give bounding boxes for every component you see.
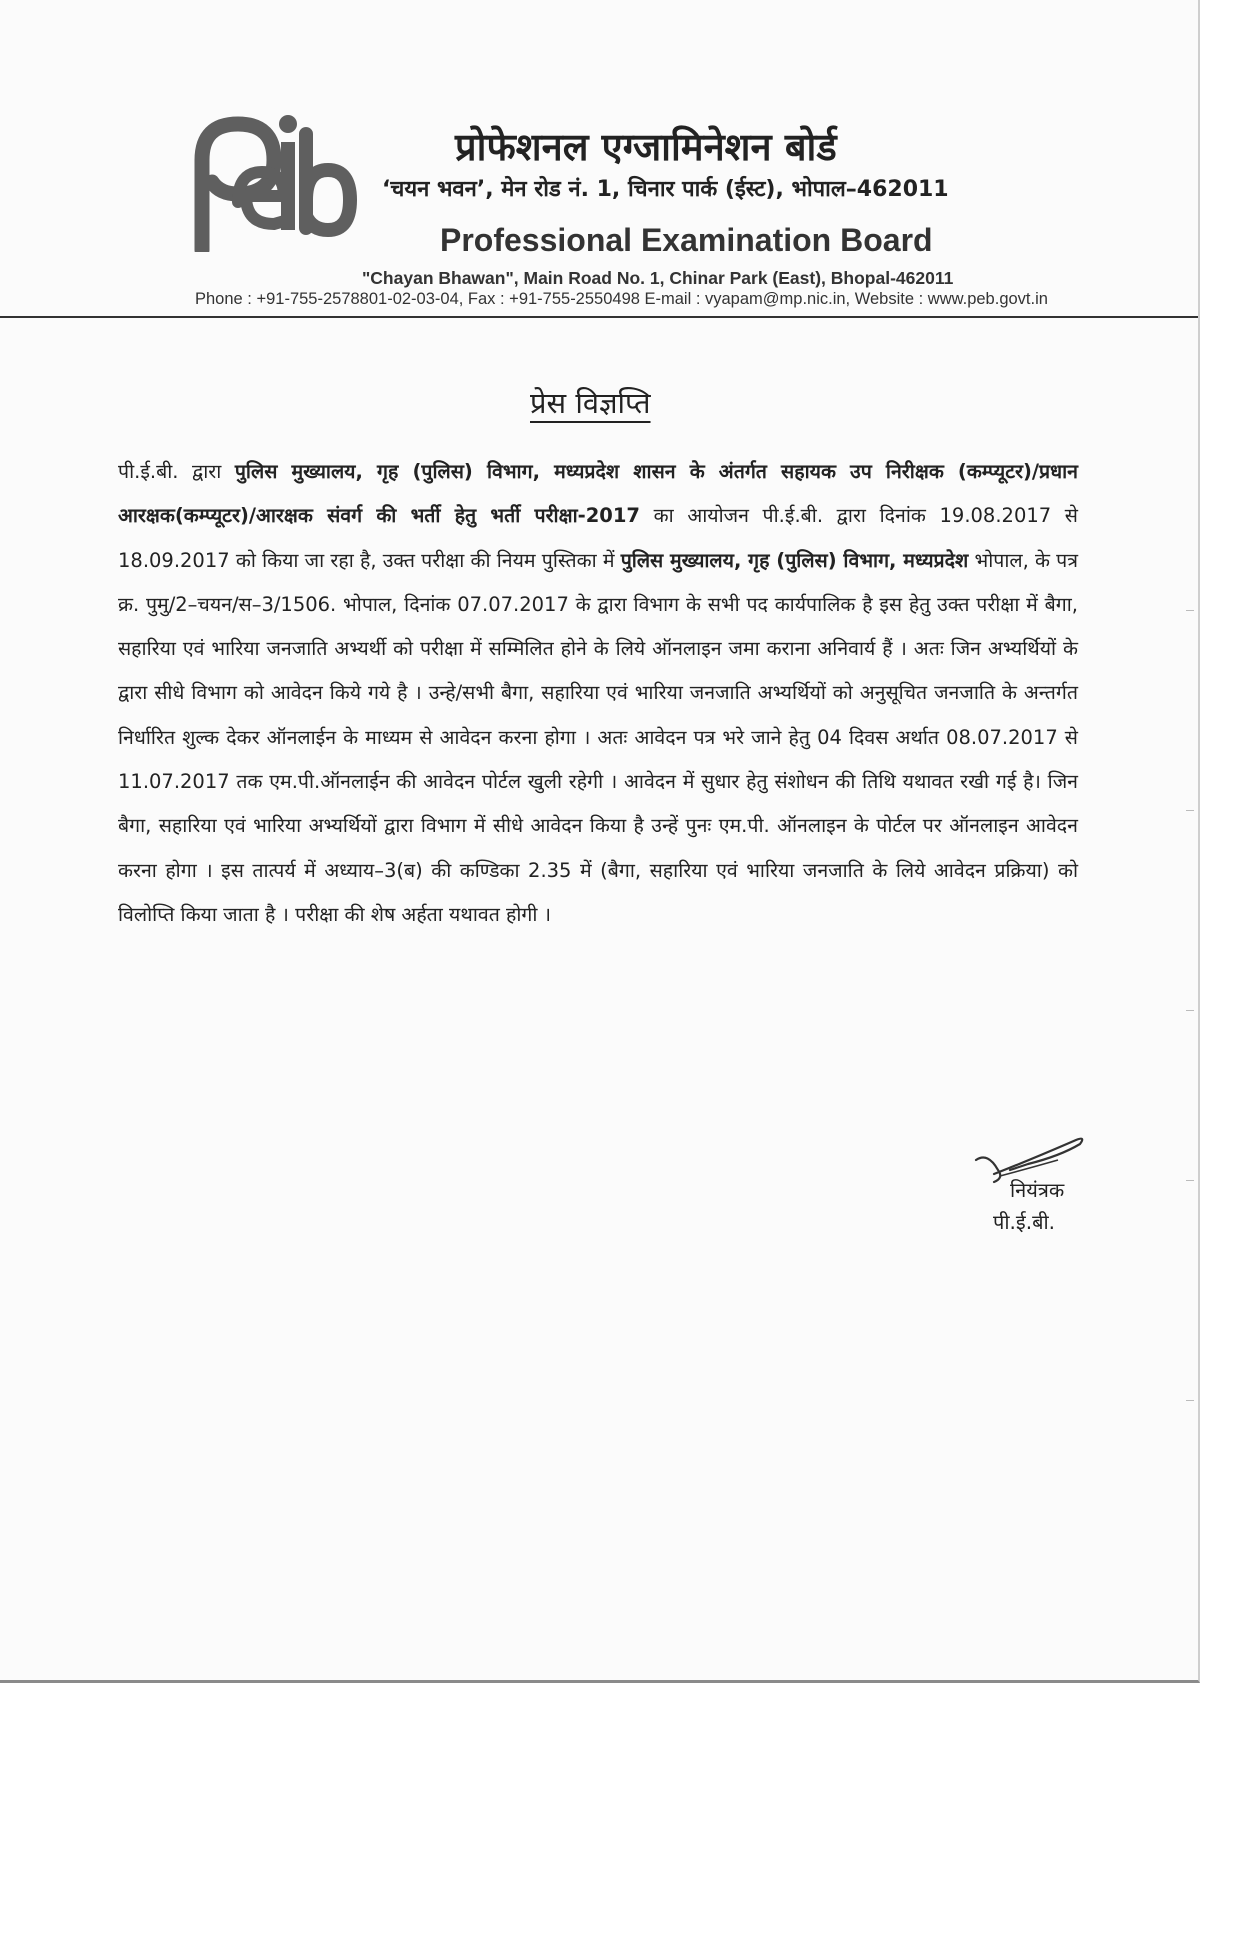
org-address-hindi: ‘चयन भवन’, मेन रोड नं. 1, चिनार पार्क (ईस्ट), भोपाल–462011 — [382, 177, 949, 202]
scan-edge-mark — [1186, 1180, 1194, 1181]
scan-edge-mark — [1186, 810, 1194, 811]
peb-logo-icon — [190, 112, 360, 252]
signatory-designation: नियंत्रक — [1010, 1178, 1065, 1202]
body-segment-2-bold: पुलिस मुख्यालय, गृह (पुलिस) विभाग, मध्यप्रदेश शासन के अंतर्गत सहायक उप निरीक्षक (कम्प्यूटर)/प्रधान आरक्षक(कम्प्यूटर)/आरक्षक संवर्ग की भर्ती हेतु भर्ती परीक्षा-2017 — [118, 460, 1079, 528]
signatory-organisation: पी.ई.बी. — [993, 1210, 1056, 1234]
body-segment-5: भोपाल, के पत्र क्र. पुमु/2–चयन/स–3/1506. भोपाल, दिनांक 07.07.2017 के द्वारा विभाग के सभी पद कार्यपालिक है इस हेतु उक्त परीक्षा में बैगा, सहारिया एवं भारिया जनजाति अभ्यर्थी को परीक्षा में सम्मिलित होने के लिये ऑनलाइन जमा कराना अनिवार्य हैं । अतः जिन अभ्यर्थियों के द्वारा सीधे विभाग को आवेदन किये गये है । उन्हे/सभी बैगा, सहारिया एवं भारिया जनजाति अभ्यर्थियों को अनुसूचित जनजाति के अन्तर्गत निर्धारित शुल्क देकर ऑनलाईन के माध्यम से आवेदन करना होगा । अतः आवेदन पत्र भरे जाने हेतु 04 दिवस अर्थात 08.07.2017 से 11.07.2017 तक एम.पी.ऑनलाईन की आवेदन पोर्टल खुली रहेगी । आवेदन में सुधार हेतु संशोधन की तिथि यथावत रखी गई है। जिन बैगा, सहारिया एवं भारिया अभ्यर्थियों द्वारा विभाग में सीधे आवेदन किया है उन्हें पुनः एम.पी. ऑनलाइन के पोर्टल पर ऑनलाइन आवेदन करना होगा । इस तात्पर्य में अध्याय–3(ब) की कण्डिका 2.35 में (बैगा, सहारिया एवं भारिया जनजाति के लिये आवेदन प्रक्रिया) को विलोप्ति किया जाता है । परीक्षा की शेष अर्हता यथावत होगी । — [118, 548, 1079, 926]
org-title-hindi: प्रोफेशनल एग्जामिनेशन बोर्ड — [455, 125, 837, 169]
org-contact-line: Phone : +91-755-2578801-02-03-04, Fax : +91-755-2550498 E-mail : vyapam@mp.nic.in, Website : www.peb.govt.in — [195, 290, 1048, 308]
org-address-english: "Chayan Bhawan", Main Road No. 1, Chinar Park (East), Bhopal-462011 — [362, 268, 954, 288]
header-divider — [0, 316, 1198, 318]
body-segment-1: पी.ई.बी. द्वारा — [118, 460, 235, 483]
scan-edge-mark — [1186, 1400, 1194, 1401]
scan-edge-mark — [1186, 610, 1194, 611]
body-segment-4-bold: पुलिस मुख्यालय, गृह (पुलिस) विभाग, मध्यप्रदेश — [620, 548, 969, 572]
scan-edge-mark — [1186, 1010, 1194, 1011]
notice-title: प्रेस विज्ञप्ति — [530, 386, 651, 420]
org-title-english: Professional Examination Board — [440, 222, 933, 258]
notice-body — [118, 450, 1078, 937]
body-segment-3: का आयोजन पी.ई.बी. द्वारा दिनांक 19.08.2017 से 18.09.2017 को किया जा रहा है, उक्त परीक्षा की नियम पुस्तिका में — [118, 504, 1078, 572]
